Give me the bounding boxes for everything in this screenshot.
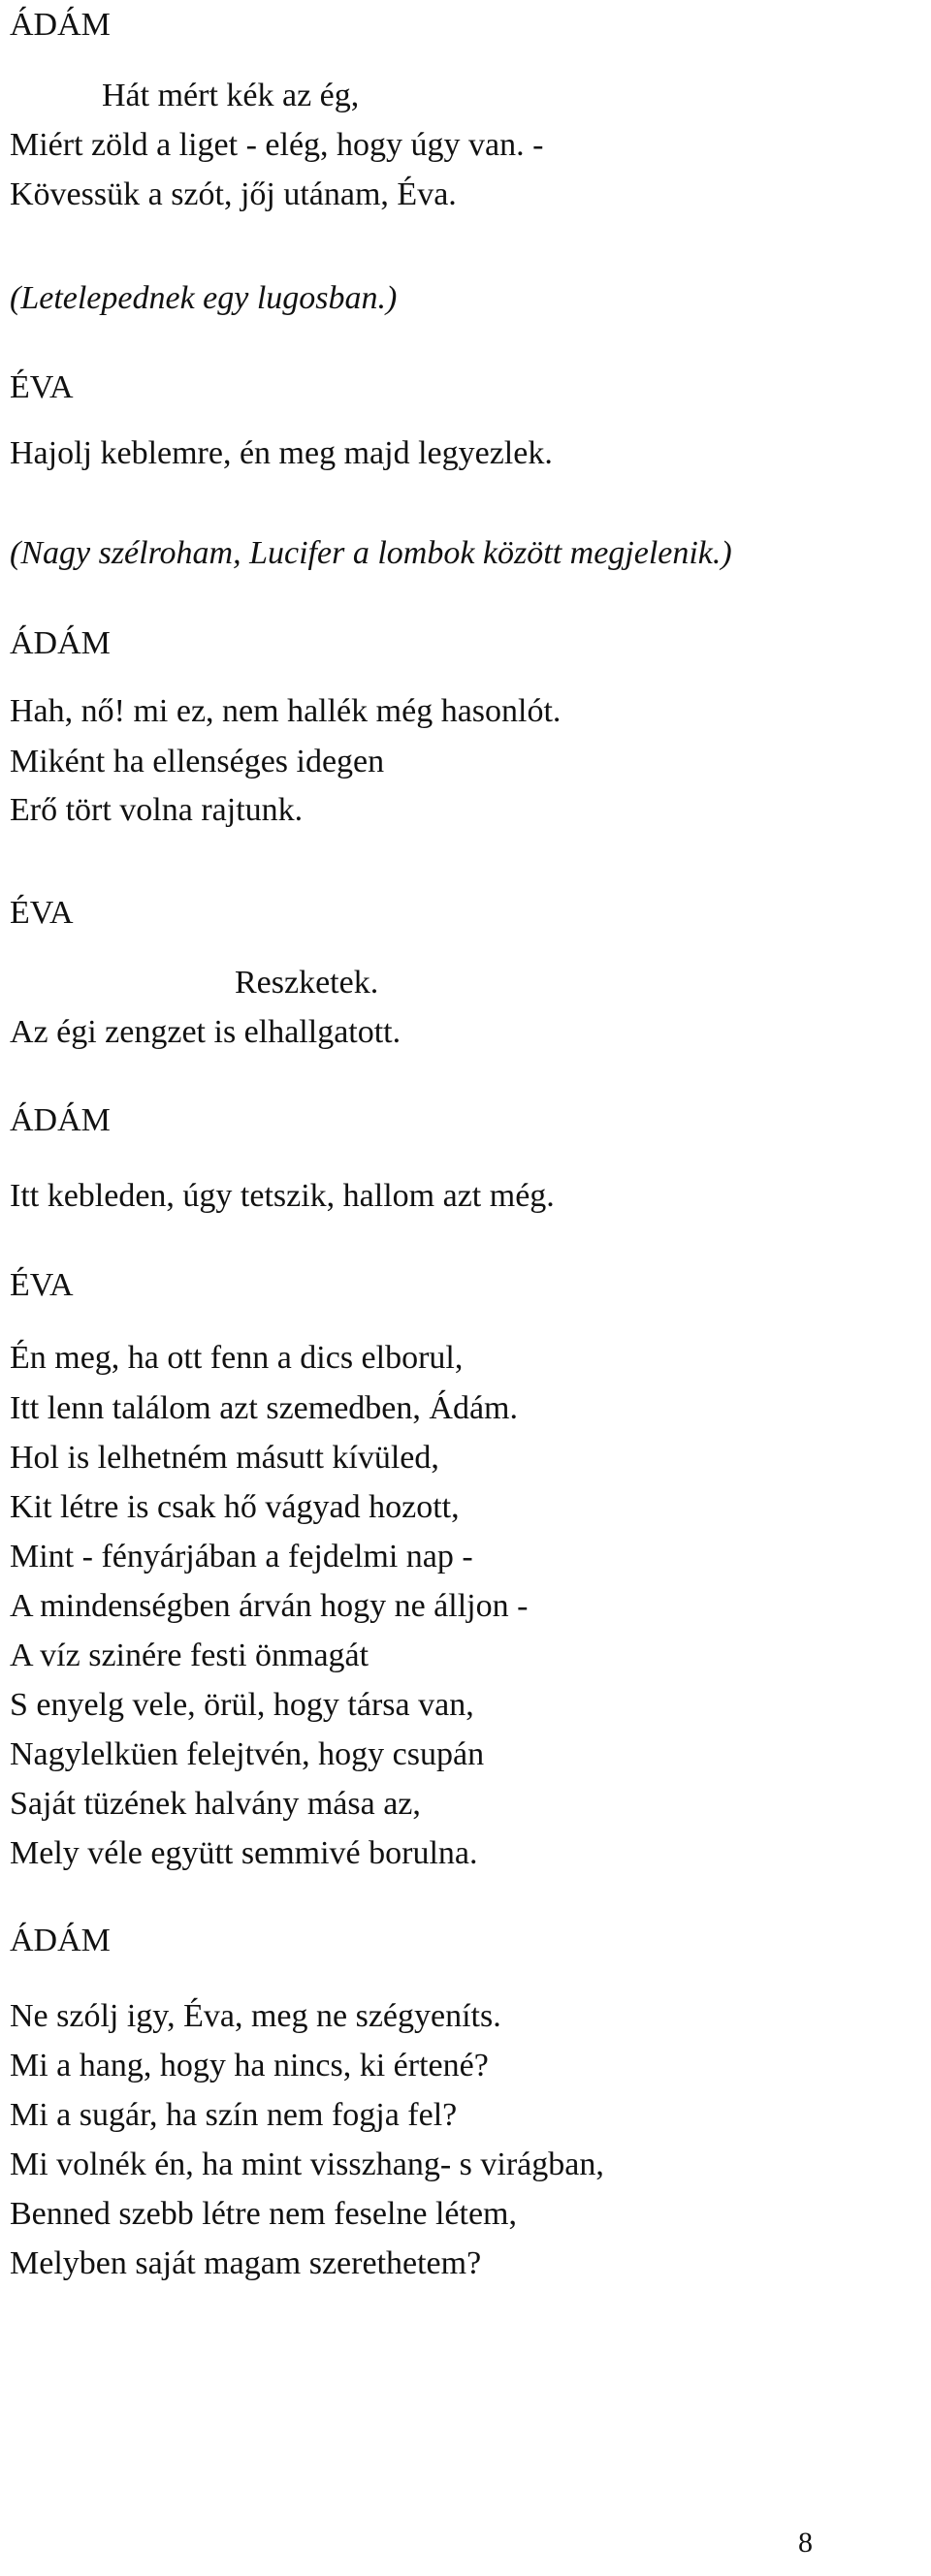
verse-line: Erő tört volna rajtunk.: [10, 792, 304, 828]
stage-direction: (Letelepednek egy lugosban.): [10, 280, 398, 316]
verse-line: Mi a sugár, ha szín nem fogja fel?: [10, 2097, 458, 2133]
speaker-name: ÉVA: [10, 369, 74, 405]
verse-line: Itt kebleden, úgy tetszik, hallom azt még.: [10, 1178, 555, 1214]
page-number: 8: [798, 2527, 813, 2559]
speaker-name: ÁDÁM: [10, 625, 111, 661]
verse-line: Mely véle együtt semmivé borulna.: [10, 1835, 478, 1871]
verse-line: A mindenségben árván hogy ne álljon -: [10, 1588, 529, 1624]
speaker-name: ÁDÁM: [10, 1102, 111, 1138]
speaker-name: ÉVA: [10, 895, 74, 931]
speaker-name: ÁDÁM: [10, 1923, 111, 1958]
verse-line: Hah, nő! mi ez, nem hallék még hasonlót.: [10, 693, 562, 729]
verse-line: Benned szebb létre nem feselne létem,: [10, 2196, 517, 2232]
verse-line: Mint - fényárjában a fejdelmi nap -: [10, 1539, 473, 1574]
verse-line: Mi a hang, hogy ha nincs, ki értené?: [10, 2048, 489, 2083]
verse-line: Kit létre is csak hő vágyad hozott,: [10, 1489, 460, 1525]
verse-line: Nagylelküen felejtvén, hogy csupán: [10, 1736, 485, 1772]
verse-line: Miért zöld a liget - elég, hogy úgy van. -: [10, 127, 544, 163]
verse-line: Mi volnék én, ha mint visszhang- s virágban,: [10, 2147, 604, 2182]
verse-line: Én meg, ha ott fenn a dics elborul,: [10, 1340, 464, 1376]
verse-line: Kövessük a szót, jőj utánam, Éva.: [10, 176, 457, 212]
verse-line: Miként ha ellenséges idegen: [10, 744, 385, 779]
speaker-name: ÉVA: [10, 1267, 74, 1303]
verse-line: S enyelg vele, örül, hogy társa van,: [10, 1687, 474, 1723]
verse-line: Hajolj keblemre, én meg majd legyezlek.: [10, 435, 553, 471]
verse-line: Ne szólj igy, Éva, meg ne szégyeníts.: [10, 1998, 501, 2034]
verse-line: Hát mért kék az ég,: [102, 78, 360, 113]
verse-line: Saját tüzének halvány mása az,: [10, 1786, 421, 1822]
verse-line: Itt lenn találom azt szemedben, Ádám.: [10, 1390, 518, 1426]
verse-line: Hol is lelhetném másutt kívüled,: [10, 1440, 439, 1476]
verse-line: Melyben saját magam szerethetem?: [10, 2245, 482, 2281]
speaker-name: ÁDÁM: [10, 7, 111, 43]
stage-direction: (Nagy szélroham, Lucifer a lombok között megjelenik.): [10, 535, 732, 571]
verse-line: A víz szinére festi önmagát: [10, 1638, 369, 1673]
verse-line: Az égi zengzet is elhallgatott.: [10, 1014, 401, 1050]
verse-line: Reszketek.: [235, 965, 379, 1001]
